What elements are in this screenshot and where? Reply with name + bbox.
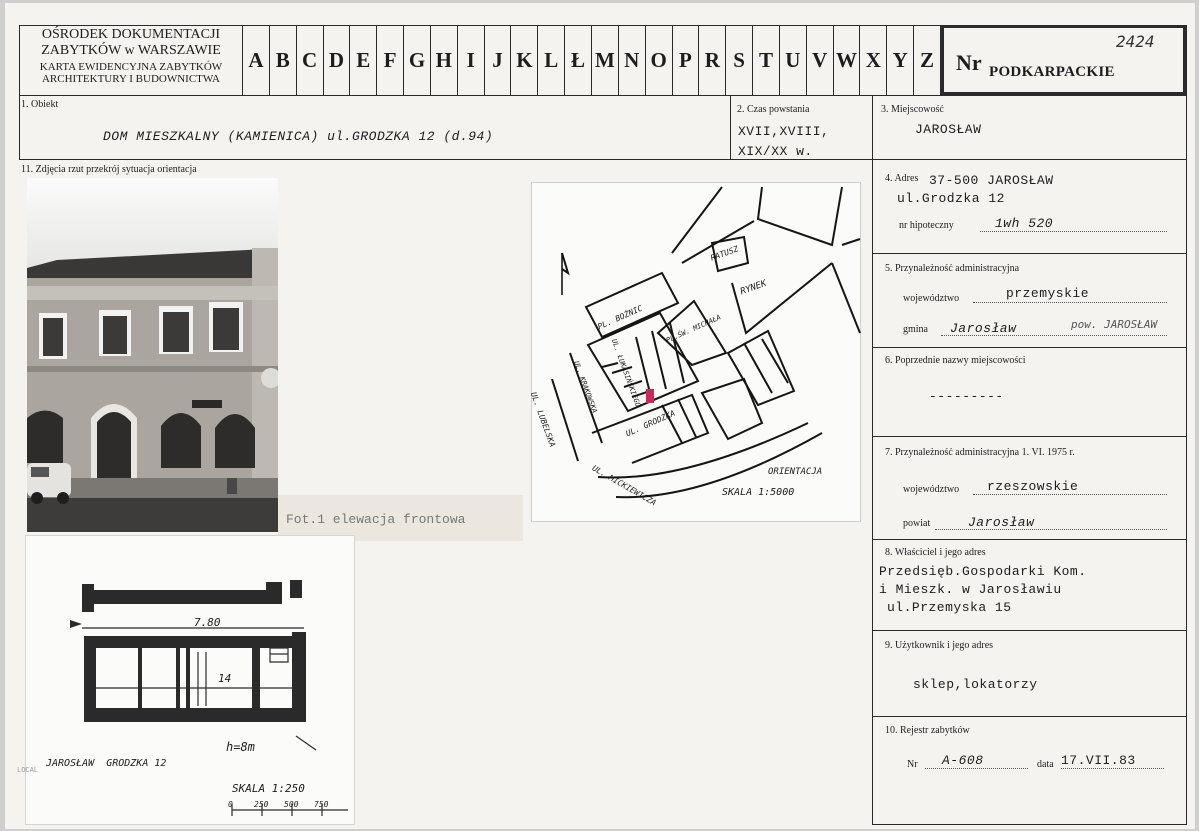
plan-height: h=8m: [226, 740, 255, 754]
index-letter: H: [430, 25, 457, 95]
field-5-gmina-label: gmina: [903, 324, 928, 335]
field-7-woj-label: województwo: [903, 484, 960, 495]
field-10-nr-value: A-608: [942, 753, 984, 768]
plan-dim-length: 14: [218, 672, 232, 685]
map-label-grodzka: UL. GRODZKA: [624, 408, 677, 439]
plan-scale: SKALA 1:250: [232, 782, 305, 795]
index-letter: J: [484, 25, 511, 95]
field-7-label: 7. Przynależność administracyjna 1. VI. 1975 r.: [885, 447, 1075, 458]
index-letter: W: [833, 25, 860, 95]
institution-line2: ZABYTKÓW w WARSZAWIE: [41, 43, 221, 58]
map-scale-label: SKALA 1:5000: [722, 487, 795, 498]
index-letter: B: [269, 25, 296, 95]
plan-dim-width: 7.80: [194, 616, 221, 629]
field-7-pow-label: powiat: [903, 518, 931, 529]
field-8-line2: i Mieszk. w Jarosławiu: [879, 582, 1062, 597]
index-letter: P: [672, 25, 699, 95]
index-letter: V: [806, 25, 833, 95]
field-2-label: 2. Czas powstania: [737, 104, 810, 115]
map-label-mickiewicza: UL. MICKIEWICZA: [590, 463, 658, 508]
field-2-line1: XVII,XVIII,: [738, 124, 830, 139]
map-label-lukasinskiego: UL. ŁUKASIŃSKIEGO: [609, 337, 642, 409]
institution-name: [21, 27, 241, 59]
plan-tick-0: 0: [228, 800, 233, 809]
plan-tick-250: 250: [254, 800, 269, 809]
index-letter: X: [859, 25, 886, 95]
field-5-gmina-value: Jarosław: [950, 321, 1017, 336]
field-6-value: ---------: [929, 389, 1004, 404]
map-label-rynek: RYNEK: [739, 278, 768, 298]
record-card: [5, 3, 1195, 829]
map-target-parcel: [646, 389, 654, 403]
field-8-label: 8. Właściciel i jego adres: [885, 547, 986, 558]
map-label-pl-michala: PL.ŚW. MICHAŁA: [664, 313, 723, 345]
index-letter: D: [323, 25, 350, 95]
index-letter: Ł: [564, 25, 591, 95]
card-type: [21, 61, 241, 85]
index-letter: N: [618, 25, 645, 95]
card-type-line2: ARCHITEKTURY I BUDOWNICTWA: [41, 73, 221, 85]
index-letter: Z: [913, 25, 940, 95]
index-letter: A: [242, 25, 269, 95]
index-letter: I: [457, 25, 484, 95]
nr-label: Nr: [956, 50, 982, 75]
field-7-woj-value: rzeszowskie: [987, 479, 1079, 494]
field-4-line2: ul.Grodzka 12: [897, 191, 1005, 206]
site-map: [528, 182, 861, 522]
nr-value: PODKARPACKIE: [989, 64, 1115, 80]
field-9-value: sklep,lokatorzy: [913, 677, 1038, 692]
field-10-data-value: 17.VII.83: [1061, 753, 1136, 768]
field-1-label: 1. Obiekt: [21, 99, 59, 110]
index-letter: O: [645, 25, 672, 95]
nr-handwritten: 2424: [1116, 32, 1155, 51]
field-11-label: 11. Zdjęcia rzut przekrój sytuacja orientacja: [21, 164, 197, 175]
index-letter: E: [349, 25, 376, 95]
field-5-pow-handwritten: pow. JAROSŁAW: [1071, 318, 1158, 331]
map-orientation-label: ORIENTACJA: [768, 467, 823, 477]
field-7-pow-value: Jarosław: [968, 515, 1035, 530]
field-1-value: DOM MIESZKALNY (KAMIENICA) ul.GRODZKA 12 (d.94): [103, 129, 494, 144]
field-8-line1: Przedsięb.Gospodarki Kom.: [879, 564, 1087, 579]
plan-tick-500: 500: [284, 800, 299, 809]
footer-stamp: LOCAL: [17, 767, 39, 775]
nr-box: [941, 25, 1186, 95]
index-letter: T: [752, 25, 779, 95]
map-label-ratusz: RATUSZ: [709, 244, 740, 263]
field-10-nr-label: Nr: [907, 759, 918, 770]
index-letter: G: [403, 25, 430, 95]
field-2-line2: XIX/XX w.: [738, 144, 813, 159]
field-3-value: JAROSŁAW: [915, 122, 982, 137]
index-letter: C: [296, 25, 323, 95]
plan-place: JAROSŁAW GRODZKA 12: [46, 758, 167, 769]
field-4-label: 4. Adres: [885, 173, 919, 184]
index-letter: K: [510, 25, 537, 95]
field-5-woj-label: województwo: [903, 293, 960, 304]
institution-line1: OŚRODEK DOKUMENTACJI: [41, 27, 221, 42]
facade-photo: [27, 178, 278, 532]
index-letter: Y: [886, 25, 913, 95]
field-10-label: 10. Rejestr zabytków: [885, 725, 970, 736]
index-letter: M: [591, 25, 618, 95]
map-label-pl-boznic: PL. BOŻNIC: [596, 303, 644, 332]
field-3-label: 3. Miejscowość: [881, 104, 944, 115]
field-8-line3: ul.Przemyska 15: [887, 600, 1012, 615]
map-label-krakowska: UL. KRAKOWSKA: [572, 359, 599, 415]
index-letter: L: [537, 25, 564, 95]
card-type-line1: KARTA EWIDENCYJNA ZABYTKÓW: [39, 61, 223, 73]
index-letter: U: [779, 25, 806, 95]
field-4-hip-label: nr hipoteczny: [899, 220, 954, 231]
index-letter: S: [725, 25, 752, 95]
field-4-hip-value: 1wh 520: [995, 216, 1054, 231]
field-5-label: 5. Przynależność administracyjna: [885, 263, 1020, 274]
field-9-label: 9. Użytkownik i jego adres: [885, 640, 994, 651]
field-10-data-label: data: [1037, 759, 1054, 770]
floor-plan: [25, 535, 355, 825]
field-6-label: 6. Poprzednie nazwy miejscowości: [885, 355, 1026, 366]
map-label-lubelska: UL. LUBELSKA: [528, 390, 558, 449]
photo-caption: Fot.1 elewacja frontowa: [286, 512, 466, 527]
index-letter: R: [698, 25, 725, 95]
plan-tick-750: 750: [314, 800, 329, 809]
index-letter: F: [376, 25, 403, 95]
field-5-woj-value: przemyskie: [1006, 286, 1090, 301]
field-4-line1: 37-500 JAROSŁAW: [929, 173, 1054, 188]
